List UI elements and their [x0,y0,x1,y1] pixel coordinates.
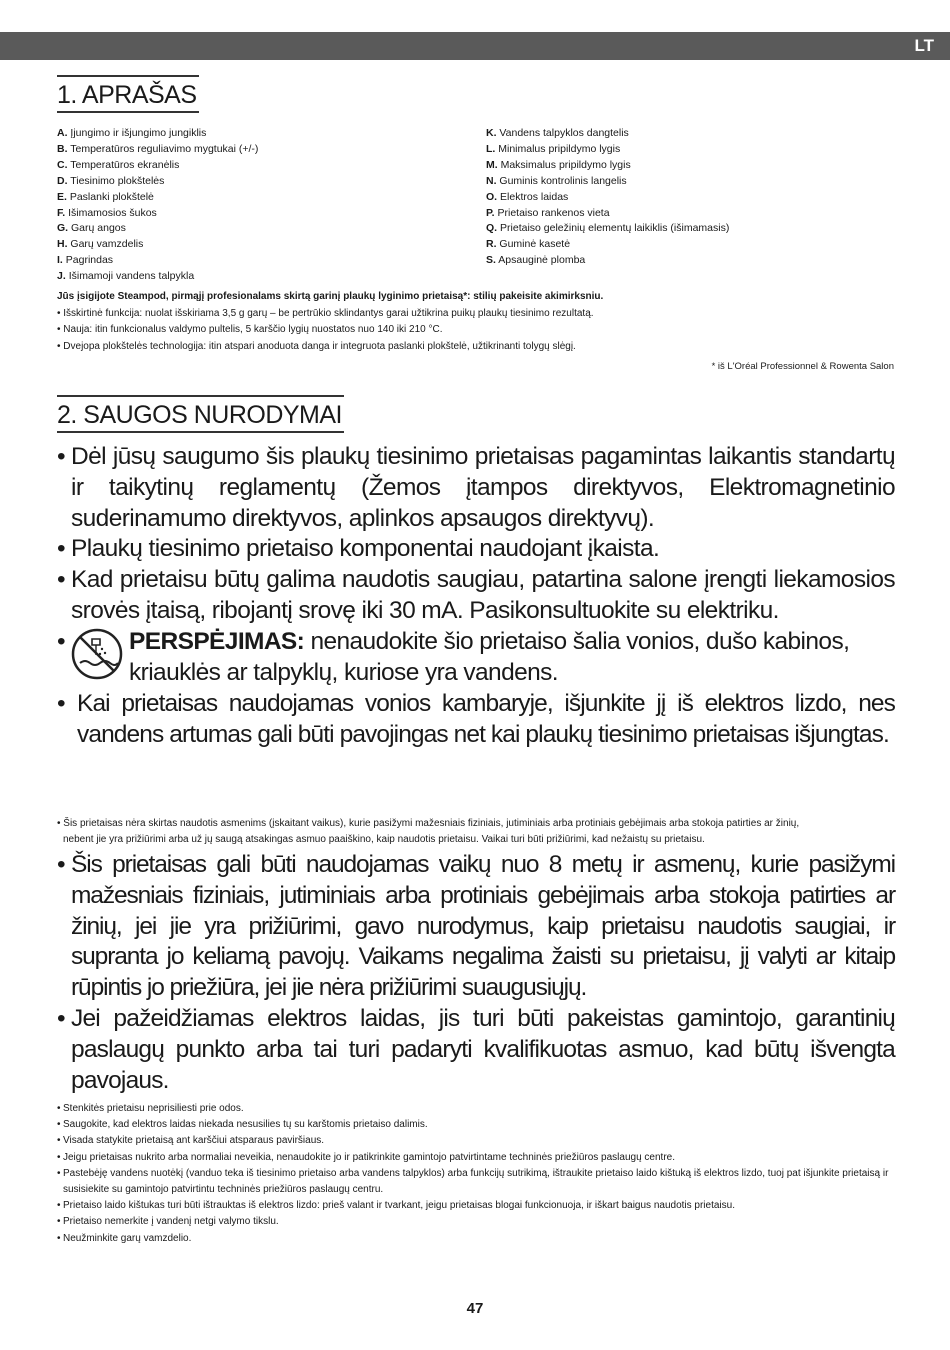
safety-item: • Plaukų tiesinimo prietaiso komponentai naudojant įkaista. [57,534,895,565]
section-title-description: 1. APRAŠAS [57,75,199,113]
safety-item: • Šis prietaisas gali būti naudojamas vaikų nuo 8 metų ir asmenų, kurie pasižymi mažesniais fiziniais, jutiminiais arba protiniais gebėjimais arba stokoja patirties ar žinių, jei jie yra prižiūrimi, gavo nurodymus, kaip prietaisu naudotis saugiai, ir supranta jo keliamą pavojų. Vaikams negalima žaisti su prietaisu, jį valyti ar kitaip rūpintis jo priežiūra, jei jie nėra prižiūrimi suaugusiųjų. [57,850,895,1004]
list-item: H. Garų vamzdelis [57,238,144,251]
safety-second-list [57,850,895,1096]
feature-line: • Išskirtinė funkcija: nuolat išskiriama 3,5 g garų – be pertrūkio sklindantys garai užtikrina puikų plaukų tiesinimo rezultatą. [57,307,594,319]
list-item: B. Temperatūros reguliavimo mygtukai (+/-) [57,142,259,155]
safety-item: • Dėl jūsų saugumo šis plaukų tiesinimo prietaisas pagamintas laikantis standartų ir taikytinų reglamentų (Žemos įtampos direktyvos, Elektromagnetinio suderinamumo direktyvos, aplinkos apsaugos direktyvų). [57,442,895,534]
intro-block [57,289,897,355]
list-item: G. Garų angos [57,222,126,235]
list-item: N. Guminis kontrolinis langelis [486,174,627,187]
header-bar [0,32,950,60]
note-line: nebent jie yra prižiūrimi arba už jų saugą atsakingas asmuo paaiškino, kaip naudotis prietaisu. Vaikai turi būti prižiūrimi, kad nežaistų su prietaisu. [63,834,705,845]
safety-item: • Kai prietaisas naudojamas vonios kambaryje, išjunkite jį iš elektros lizdo, nes vandens artumas gali būti pavojingas net kai plaukų tiesinimo prietaisas išjungtas. [57,689,895,751]
list-item: • Saugokite, kad elektros laidas niekada nesusilies tų su karštomis prietaiso dalimis. [57,1117,899,1133]
warning-label: PERSPĖJIMAS: [129,627,305,655]
page-number: 47 [466,1300,484,1317]
list-item: C. Temperatūros ekranėlis [57,158,180,171]
list-item: O. Elektros laidas [486,190,569,203]
list-item: • Visada statykite prietaisą ant karščiui atsparaus paviršiaus. [57,1133,899,1149]
feature-line: • Dvejopa plokštelės technologija: itin atspari anoduota danga ir integruota paslanki plokštelė, užtikrinanti tolygų slėgį. [57,340,576,352]
safety-small-list [57,1101,899,1247]
list-item: S. Apsauginė plomba [486,254,586,267]
warning-item [57,627,895,689]
feature-line: • Nauja: itin funkcionalus valdymo pultelis, 5 karščio lygių nuostatos nuo 140 iki 210 °C. [57,324,443,335]
list-item: L. Minimalus pripildymo lygis [486,142,621,155]
note-line: • Šis prietaisas nėra skirtas naudotis asmenims (įskaitant vaikus), kurie pasižymi mažesniais fiziniais, jutiminiais arba protiniais gebėjimais arba stokoja patirties ar žinių, [57,818,800,829]
list-item: • Jeigu prietaisas nukrito arba normaliai neveikia, nenaudokite jo ir patikrinkite gamintojo patvirtintame techninės priežiūros paslaugų centre. [57,1150,899,1166]
safety-item: • Kad prietaisu būtų galima naudotis saugiau, patartina salone įrengti liekamosios srovės įtaisą, ribojantį srovę iki 30 mA. Pasikonsultuokite su elektriku. [57,565,895,627]
list-item: E. Paslanki plokštelė [57,190,154,203]
list-item: • Pastebėję vandens nuotėkį (vanduo teka iš tiesinimo prietaiso arba vandens talpyklos) arba funkcijų sutrikimą, ištraukite prietaiso laido kištuką iš elektros lizdo, tuoj pat išjunkite prietaisą ir susisiekite su gamintojo patvirtintu techninės priežiūros paslaugų centru. [57,1166,899,1198]
footnote: * iš L'Oréal Professionnel & Rowenta Salon [711,361,894,372]
list-item: R. Guminė kasetė [486,238,571,251]
list-item: Q. Prietaiso geležinių elementų laikiklis (išimamasis) [486,222,730,235]
list-item: • Stenkitės prietaisu neprisiliesti prie odos. [57,1101,899,1117]
safety-item: • Jei pažeidžiamas elektros laidas, jis turi būti pakeistas gamintojo, garantinių paslaugų punkto arba tai turi padaryti kvalifikuotas asmuo, kad būtų išvengta pavojaus. [57,1004,895,1096]
no-water-warning-icon [70,627,124,681]
warning-text: nenaudokite šio prietaiso šalia vonios, dušo kabinos, kriauklės ar talpyklų, kuriose yra vandens. [129,627,850,686]
list-item: • Neužminkite garų vamzdelio. [57,1231,899,1247]
list-item: • Prietaiso laido kištukas turi būti ištrauktas iš elektros lizdo: prieš valant ir tvarkant, jeigu prietaisas blogai funkcionuoja, ir iškart baigus naudotis prietaisu. [57,1198,899,1214]
list-item: J. Išimamoji vandens talpykla [57,270,195,283]
bullet: • [57,627,65,655]
list-item: A. Įjungimo ir išjungimo jungiklis [57,127,207,139]
parts-list-left [57,126,258,285]
intro-bold-text: Jūs įsigijote Steampod, pirmąjį profesionalams skirtą garinį plaukų lyginimo prietaisą*: stilių pakeisite akimirksniu. [57,291,604,302]
safety-main-list [57,442,895,750]
small-note [57,816,899,848]
list-item: M. Maksimalus pripildymo lygis [486,158,631,171]
list-item: P. Prietaiso rankenos vieta [486,206,610,219]
list-item: I. Pagrindas [57,254,114,267]
list-item: • Prietaiso nemerkite į vandenį netgi valymo tikslu. [57,1214,899,1230]
language-label: LT [914,36,934,55]
list-item: F. Išimamosios šukos [57,206,157,219]
section-title-safety: 2. SAUGOS NURODYMAI [57,395,344,433]
list-item: D. Tiesinimo plokštelės [57,174,165,187]
parts-list-right [486,126,729,269]
list-item: K. Vandens talpyklos dangtelis [486,127,629,139]
